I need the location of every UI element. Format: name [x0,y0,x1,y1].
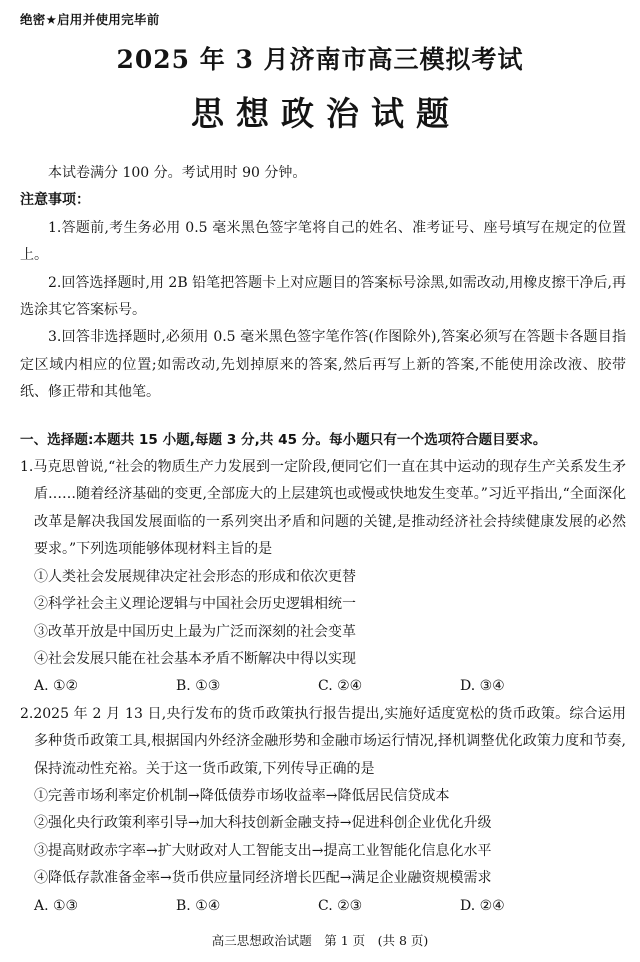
statement-2: ②科学社会主义理论逻辑与中国社会历史逻辑相统一 [34,596,356,613]
statement-1: ①完善市场利率定价机制→降低债券市场收益率→降低居民信贷成本 [34,787,450,804]
notice-item-3: 3.回答非选择题时,必须用 0.5 毫米黑色签字笔作答(作图除外),答案必须写在答题卡各题目指定区域内相应的位置;如需改动,先划掉原来的答案,然后再写上新的答案,不能使用涂改液、胶带纸、修正带和其他笔。 [20,329,626,401]
section-heading: 一、选择题:本题共 15 小题,每题 3 分,共 45 分。每小题只有一个选项符合题目要求。 [20,431,547,448]
option-d[interactable]: D. ②④ [460,897,505,914]
option-c[interactable]: C. ②④ [318,678,363,695]
option-a[interactable]: A. ①② [34,678,79,695]
option-b[interactable]: B. ①③ [176,678,221,695]
notice-item-1: 1.答题前,考生务必用 0.5 毫米黑色签字笔将自己的姓名、准考证号、座号填写在规定的位置上。 [20,219,626,264]
statement-4: ④降低存款准备金率→货币供应量同经济增长匹配→满足企业融资规模需求 [34,870,492,887]
option-b[interactable]: B. ①④ [176,897,221,914]
exam-content [20,160,626,920]
intro-text: 本试卷满分 100 分。考试用时 90 分钟。 [48,165,307,181]
statement-3: ③提高财政赤字率→扩大财政对人工智能支出→提高工业智能化信息化水平 [34,842,492,859]
question-stem: 2.2025 年 2 月 13 日,央行发布的货币政策执行报告提出,实施好适度宽松的货币政策。综合运用多种货币政策工具,根据国内外经济金融形势和金融市场运行情况,择机调整优化政策力度和节奏,保持流动性充裕。关于这一货币政策,下列传导正确的是 [20,705,626,777]
answer-options [20,673,626,700]
question-2 [20,701,626,920]
answer-options [20,893,626,920]
statement-3: ③改革开放是中国历史上最为广泛而深刻的社会变革 [34,623,356,640]
option-a[interactable]: A. ①③ [34,897,79,914]
notice-item-2: 2.回答选择题时,用 2B 铅笔把答题卡上对应题目的答案标号涂黑,如需改动,用橡皮擦干净后,再选涂其它答案标号。 [20,274,626,319]
statement-4: ④社会发展只能在社会基本矛盾不断解决中得以实现 [34,650,356,667]
option-c[interactable]: C. ②③ [318,897,363,914]
option-d[interactable]: D. ③④ [460,678,505,695]
notice-label: 注意事项： [20,192,90,209]
statement-2: ②强化央行政策利率引导→加大科技创新金融支持→促进科创企业优化升级 [34,815,492,832]
question-1 [20,454,626,701]
subject-title: 思想政治试题 [191,94,461,133]
statement-1: ①人类社会发展规律决定社会形态的形成和依次更替 [34,568,356,585]
secret-label: 绝密★启用并使用完毕前 [20,12,160,27]
page-footer: 高三思想政治试题 第 1 页 (共 8 页) [211,933,429,948]
question-stem: 1.马克思曾说,“社会的物质生产力发展到一定阶段,便同它们一直在其中运动的现存生产关系发生矛盾……随着经济基础的变更,全部庞大的上层建筑也或慢或快地发生变革。”习近平指出,“全面深化改革是解决我国发展面临的一系列突出矛盾和问题的关键,是推动经济社会持续健康发展的必然要求。”下列选项能够体现材料主旨的是 [20,459,626,558]
exam-title: 2025 年 3 月济南市高三模拟考试 [116,45,524,74]
